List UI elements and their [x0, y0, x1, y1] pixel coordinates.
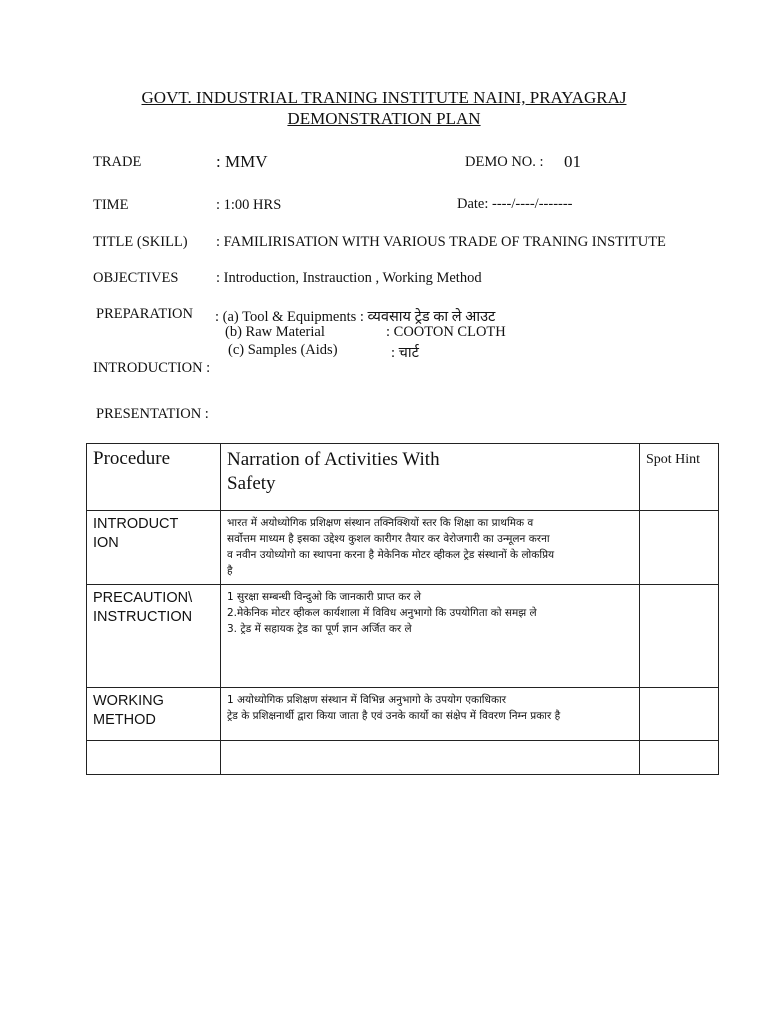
- preparation-label: PREPARATION: [96, 306, 193, 322]
- demo-no-value: 01: [564, 152, 581, 171]
- narration-line: भारत में अयोध्योगिक प्रशिक्षण संस्थान तक्निक्शियों स्तर कि शिक्षा का प्राथमिक व: [227, 517, 534, 529]
- trade-label: TRADE: [93, 154, 142, 170]
- row-label-line2: METHOD: [93, 712, 156, 728]
- spot-hint-cell: [640, 585, 719, 688]
- prep-raw-material-value: : COOTON CLOTH: [386, 324, 506, 340]
- table-row: [87, 585, 719, 688]
- narration-line: 2.मेकेनिक मोटर व्हीकल कार्यशाला में विविध अनुभागो कि उपयोगिता को समझ ले: [227, 607, 537, 619]
- narration-header-line1: Narration of Activities With: [227, 449, 440, 470]
- narration-line: सर्वोत्तम माध्यम है इसका उद्देश्य कुशल कारीगर तैयार कर वेरोजगारी का उन्मूलन करना: [227, 533, 550, 545]
- prep-raw-material-label: (b) Raw Material: [225, 324, 325, 340]
- spot-hint-header: Spot Hint: [646, 452, 701, 467]
- spot-hint-cell: [640, 688, 719, 741]
- row-label-line2: INSTRUCTION: [93, 609, 193, 625]
- row-label-line1: INTRODUCT: [93, 516, 179, 532]
- narration-cell: [221, 511, 640, 585]
- objectives-value: : Introduction, Instrauction , Working Method: [216, 270, 482, 286]
- spot-hint-cell: [640, 741, 719, 775]
- objectives-label: OBJECTIVES: [93, 270, 179, 286]
- narration-cell: [221, 688, 640, 741]
- table-row: [87, 741, 719, 775]
- time-value: : 1:00 HRS: [216, 197, 282, 213]
- procedure-cell: [87, 741, 221, 775]
- narration-line: है: [227, 565, 233, 577]
- title-skill-label: TITLE (SKILL): [93, 234, 188, 250]
- introduction-label: INTRODUCTION :: [93, 360, 211, 376]
- procedure-header: Procedure: [93, 448, 171, 469]
- prep-samples-label: (c) Samples (Aids): [228, 342, 338, 358]
- trade-value: : MMV: [216, 152, 268, 171]
- title-skill-value: : FAMILIRISATION WITH VARIOUS TRADE OF TRANING INSTITUTE: [216, 234, 666, 250]
- institute-title: GOVT. INDUSTRIAL TRANING INSTITUTE NAINI, PRAYAGRAJ: [141, 88, 627, 107]
- row-label-line2: ION: [93, 535, 119, 551]
- document-title: DEMONSTRATION PLAN: [287, 109, 481, 128]
- procedure-cell: [87, 585, 221, 688]
- narration-cell: [221, 741, 640, 775]
- narration-line: 3. ट्रेड में सहायक ट्रेड का पूर्ण ज्ञान अर्जित कर ले: [227, 623, 412, 635]
- time-label: TIME: [93, 197, 129, 213]
- procedure-cell: [87, 511, 221, 585]
- prep-samples-value: : चार्ट: [391, 345, 419, 361]
- narration-line: 1 सुरक्षा सम्बन्धी विन्दुओ कि जानकारी प्राप्त कर ले: [227, 591, 422, 603]
- table-header-row: [87, 444, 719, 511]
- row-label-line1: PRECAUTION\: [93, 590, 193, 606]
- demonstration-plan-table: [86, 443, 719, 775]
- presentation-label: PRESENTATION :: [96, 406, 209, 422]
- prep-tool-equipment: : (a) Tool & Equipments : व्यवसाय ट्रेड का ले आउट: [215, 309, 496, 325]
- date-field: Date: ----/----/-------: [457, 196, 573, 212]
- narration-line: व नवीन उयोध्योगो का स्थापना करना है मेकेनिक मोटर व्हीकल ट्रेड संस्थानों के लोकप्रिय: [227, 549, 555, 561]
- narration-line: ट्रेड के प्रशिक्षनार्थी द्वारा किया जाता है एवं उनके कार्यो का संक्षेप में विवरण निम्न प्रकार है: [227, 710, 561, 722]
- narration-line: 1 अयोध्योगिक प्रशिक्षण संस्थान में विभिन्न अनुभागो के उपयोग एकाधिकार: [227, 694, 507, 706]
- table-row: [87, 688, 719, 741]
- narration-header-line2: Safety: [227, 473, 276, 494]
- table-row: [87, 511, 719, 585]
- demo-no-label: DEMO NO. :: [465, 154, 544, 170]
- procedure-cell: [87, 688, 221, 741]
- narration-header-cell: [221, 444, 640, 511]
- spot-hint-cell: [640, 511, 719, 585]
- narration-cell: [221, 585, 640, 688]
- spot-hint-header-cell: [640, 444, 719, 511]
- row-label-line1: WORKING: [93, 693, 164, 709]
- procedure-header-cell: [87, 444, 221, 511]
